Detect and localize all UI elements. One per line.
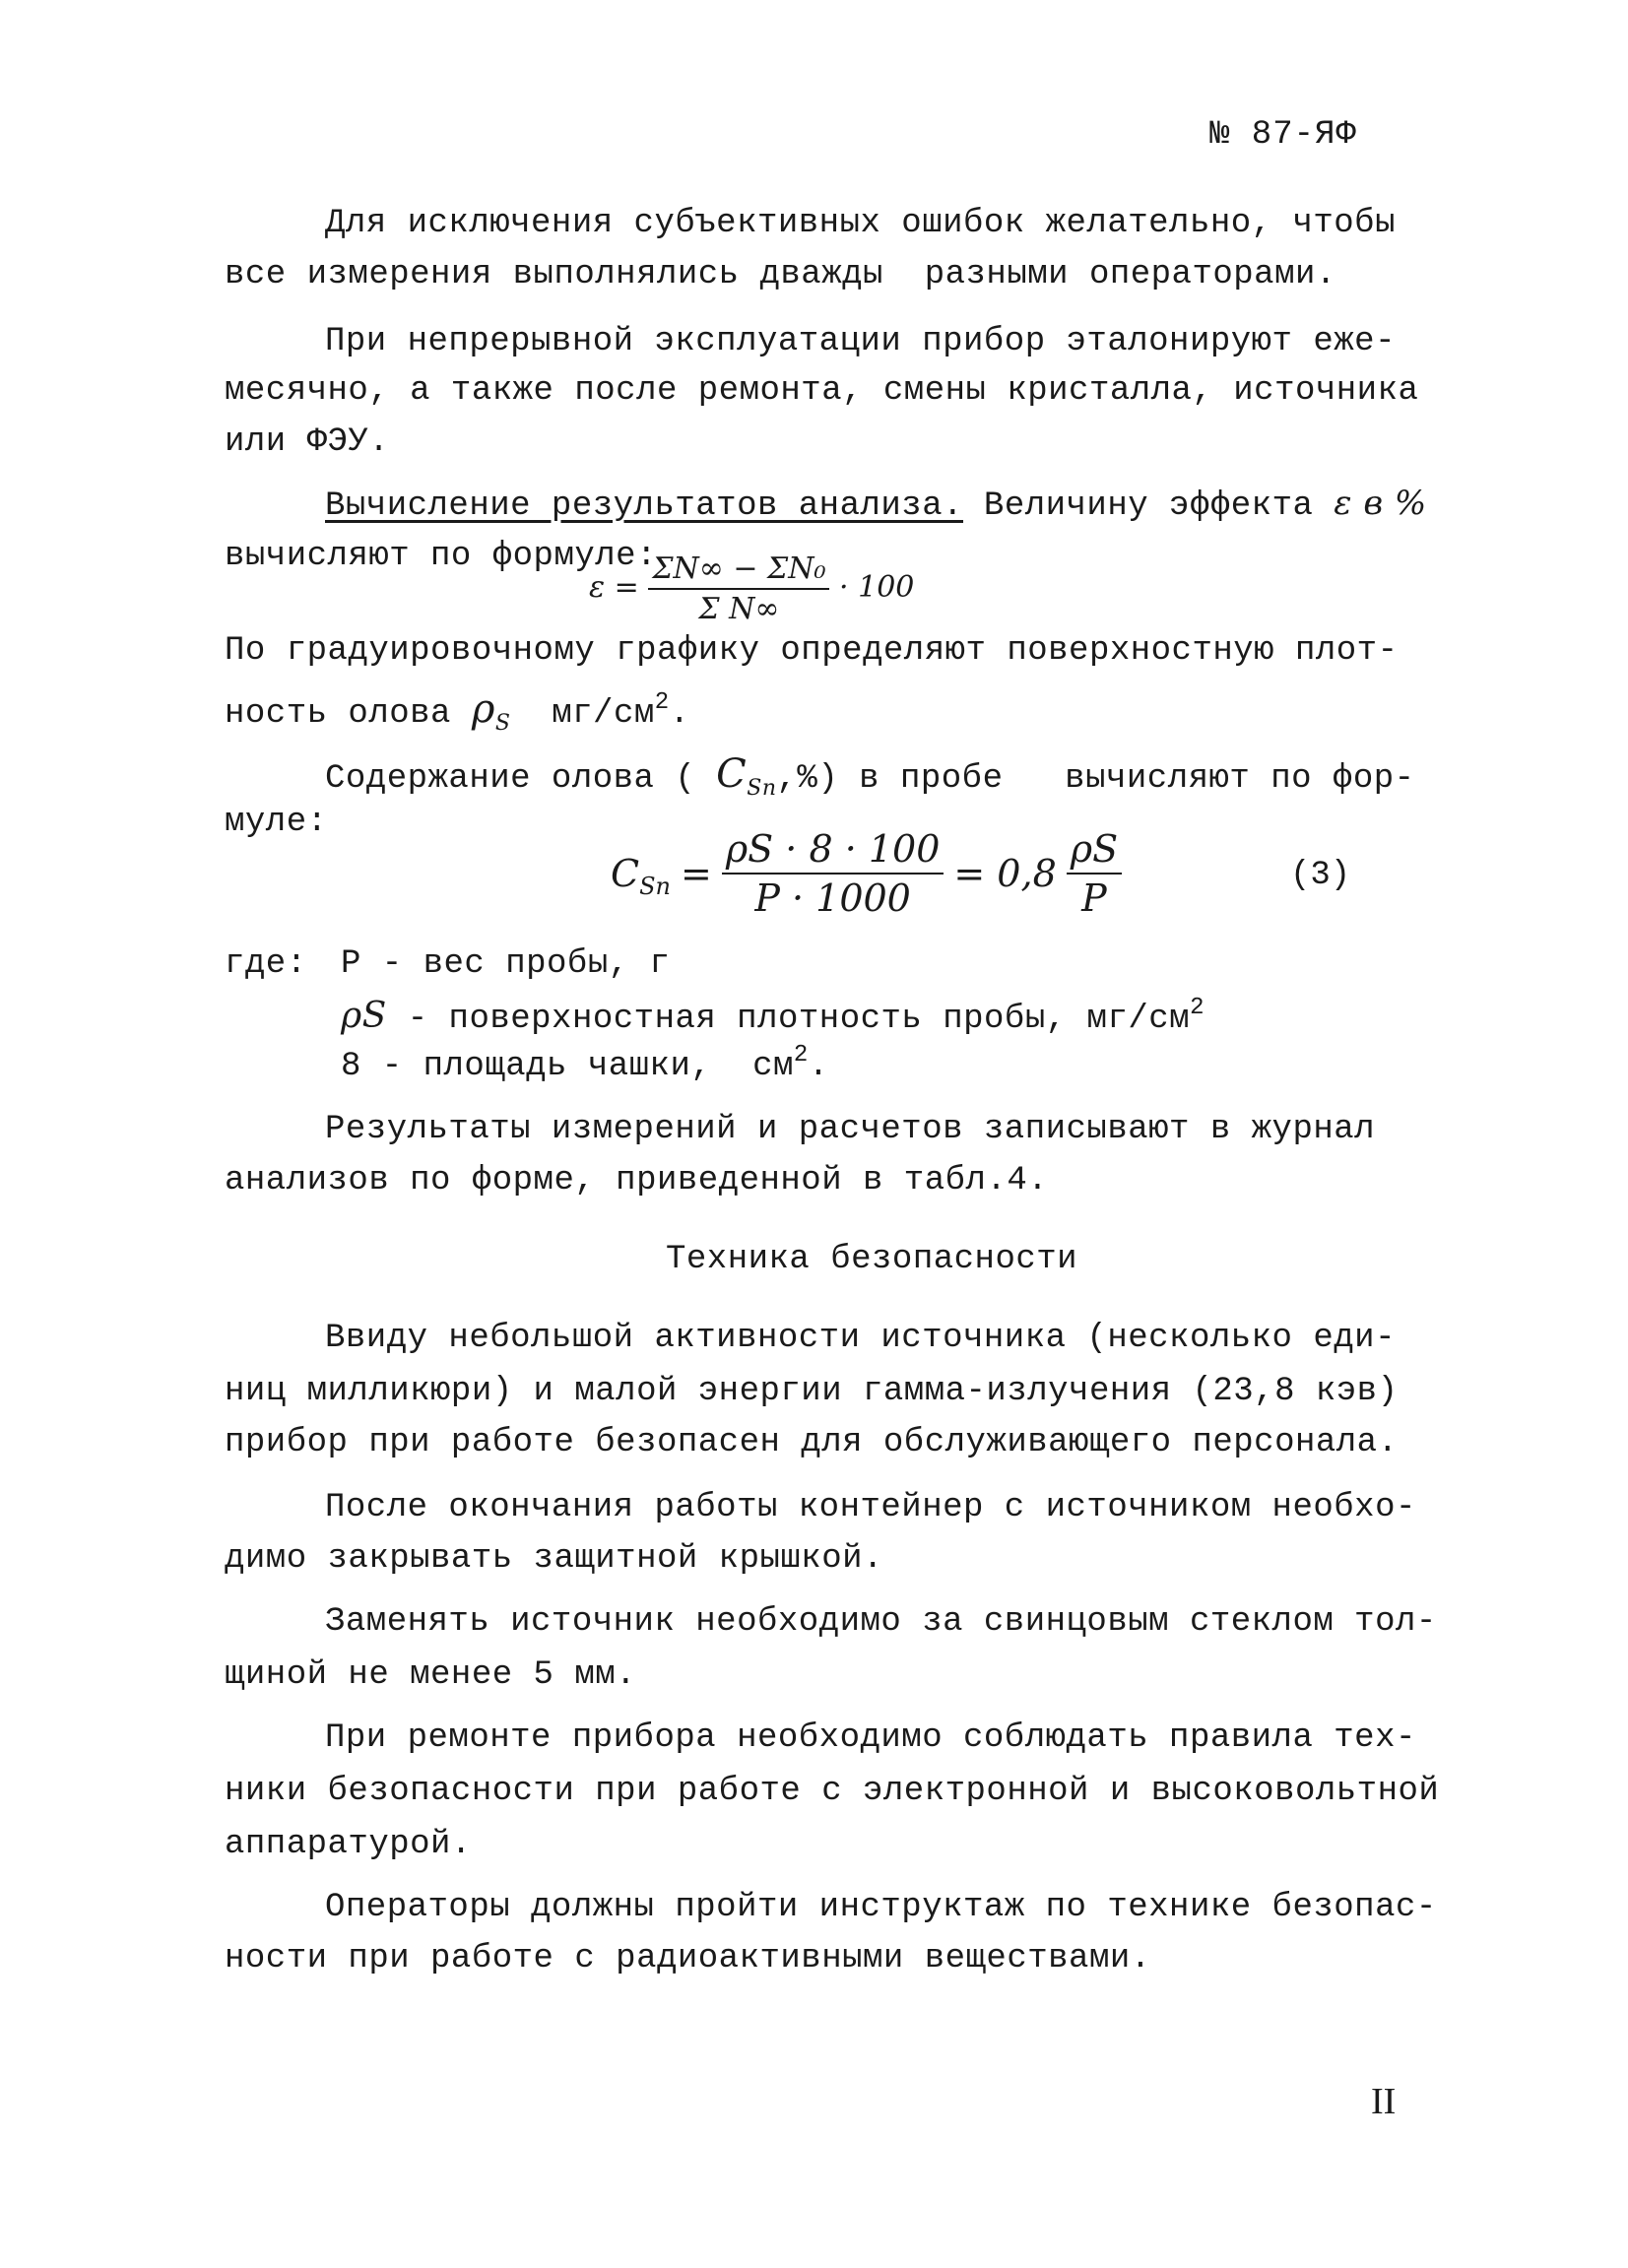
- where-item-weight: P - вес пробы, г: [341, 945, 671, 983]
- formula3-fraction-1: [722, 827, 944, 920]
- safety-a-line-3: прибор при работе безопасен для обслуживающего персонала.: [225, 1424, 1399, 1461]
- p2-line-2: месячно, а также после ремонта, смены кристалла, источника: [225, 372, 1419, 410]
- safety-e-line-1: Операторы должны пройти инструктаж по технике безопас-: [325, 1889, 1437, 1926]
- safety-a-line-1: Ввиду небольшой активности источника (несколько еди-: [325, 1320, 1396, 1357]
- page-number: II: [1371, 2081, 1397, 2122]
- formula3-denominator-1: P · 1000: [754, 876, 911, 920]
- p1-line-2: все измерения выполнялись дважды разными операторами.: [225, 256, 1336, 293]
- where-density-sup: 2: [1190, 995, 1205, 1021]
- where-density-text: - поверхностная плотность пробы, мг/см: [386, 1001, 1191, 1038]
- formula3-fraction-2: [1067, 827, 1122, 920]
- formula3-denominator-2: P: [1081, 876, 1107, 920]
- p3-line-2: вычисляют по формуле:: [225, 538, 657, 575]
- formula3-eq: =: [680, 852, 712, 895]
- p4-unit-sup: 2: [654, 689, 670, 716]
- equation-number: (3): [1290, 857, 1351, 894]
- formula3-numerator-2: ρS: [1070, 827, 1119, 871]
- formula3-lhs-c: C: [611, 852, 640, 895]
- epsilon-symbol: ε в %: [1334, 484, 1427, 523]
- section-heading-calculation: Вычисление результатов анализа.: [325, 487, 964, 525]
- rho-subscript: S: [494, 711, 511, 736]
- safety-e-line-2: ности при работе с радиоактивными веществами.: [225, 1940, 1151, 1977]
- safety-b-line-1: После окончания работы контейнер с источником необхо-: [325, 1489, 1416, 1526]
- where-area-sup: 2: [793, 1042, 809, 1069]
- section-heading-safety: Техника безопасности: [666, 1241, 1078, 1278]
- rho-symbol: ρ: [471, 686, 495, 732]
- results-line-2: анализов по форме, приведенной в табл.4.: [225, 1162, 1049, 1199]
- safety-d-line-2: ники безопасности при работе с электронной и высоковольтной: [225, 1773, 1440, 1810]
- p4-line-2: [225, 686, 690, 736]
- where-item-density: [341, 995, 1205, 1038]
- p5-text-b: ,%) в пробе вычисляют по фор-: [776, 760, 1415, 798]
- p4-end: .: [669, 695, 690, 733]
- c-symbol: C: [716, 751, 748, 797]
- p3-line-1: [325, 486, 1427, 523]
- p2-line-1: При непрерывной эксплуатации прибор эталонируют еже-: [325, 323, 1396, 360]
- formula1-lhs: ε =: [589, 570, 639, 605]
- formula3-eq2: = 0,8: [953, 852, 1057, 895]
- p5-text-a: Содержание олова (: [325, 760, 717, 798]
- p4-unit: мг/см: [510, 695, 655, 733]
- c-subscript: Sn: [747, 776, 777, 801]
- formula3-numerator-1: ρS · 8 · 100: [725, 827, 941, 871]
- safety-a-line-2: ниц милликюри) и малой энергии гамма-излучения (23,8 кэв): [225, 1373, 1399, 1410]
- formula1-denominator: Σ N∞: [698, 592, 780, 626]
- safety-d-line-3: аппаратурой.: [225, 1826, 472, 1863]
- formula1-tail: · 100: [839, 570, 915, 605]
- where-item-area: [341, 1042, 829, 1085]
- p1-line-1: Для исключения субъективных ошибок желательно, чтобы: [325, 205, 1396, 242]
- rho-s-symbol: ρS: [341, 996, 387, 1036]
- doc-number: № 87-ЯФ: [1209, 116, 1357, 154]
- where-label: где:: [225, 945, 307, 983]
- p4-text-a: ность олова: [225, 695, 472, 733]
- p4-line-1: По градуировочному графику определяют поверхностную плот-: [225, 632, 1399, 670]
- p3-text: Величину эффекта: [963, 487, 1335, 525]
- p2-line-3: или ФЭУ.: [225, 423, 390, 461]
- p5-line-1: [325, 751, 1415, 801]
- formula-tin-content: [611, 827, 1122, 920]
- results-line-1: Результаты измерений и расчетов записывают в журнал: [325, 1111, 1376, 1148]
- p5-line-2: муле:: [225, 804, 328, 841]
- formula3-lhs: [611, 852, 671, 900]
- where-area-end: .: [808, 1048, 829, 1085]
- safety-b-line-2: димо закрывать защитной крышкой.: [225, 1540, 883, 1578]
- safety-c-line-2: щиной не менее 5 мм.: [225, 1656, 637, 1694]
- formula1-fraction: [648, 551, 829, 626]
- safety-c-line-1: Заменять источник необходимо за свинцовым стеклом тол-: [325, 1603, 1437, 1641]
- formula3-lhs-sub: Sn: [639, 873, 671, 900]
- formula-epsilon: [589, 551, 914, 626]
- formula1-numerator: ΣN∞ − ΣN₀: [652, 551, 826, 586]
- where-area-text: 8 - площадь чашки, см: [341, 1048, 794, 1085]
- safety-d-line-1: При ремонте прибора необходимо соблюдать правила тех-: [325, 1719, 1416, 1757]
